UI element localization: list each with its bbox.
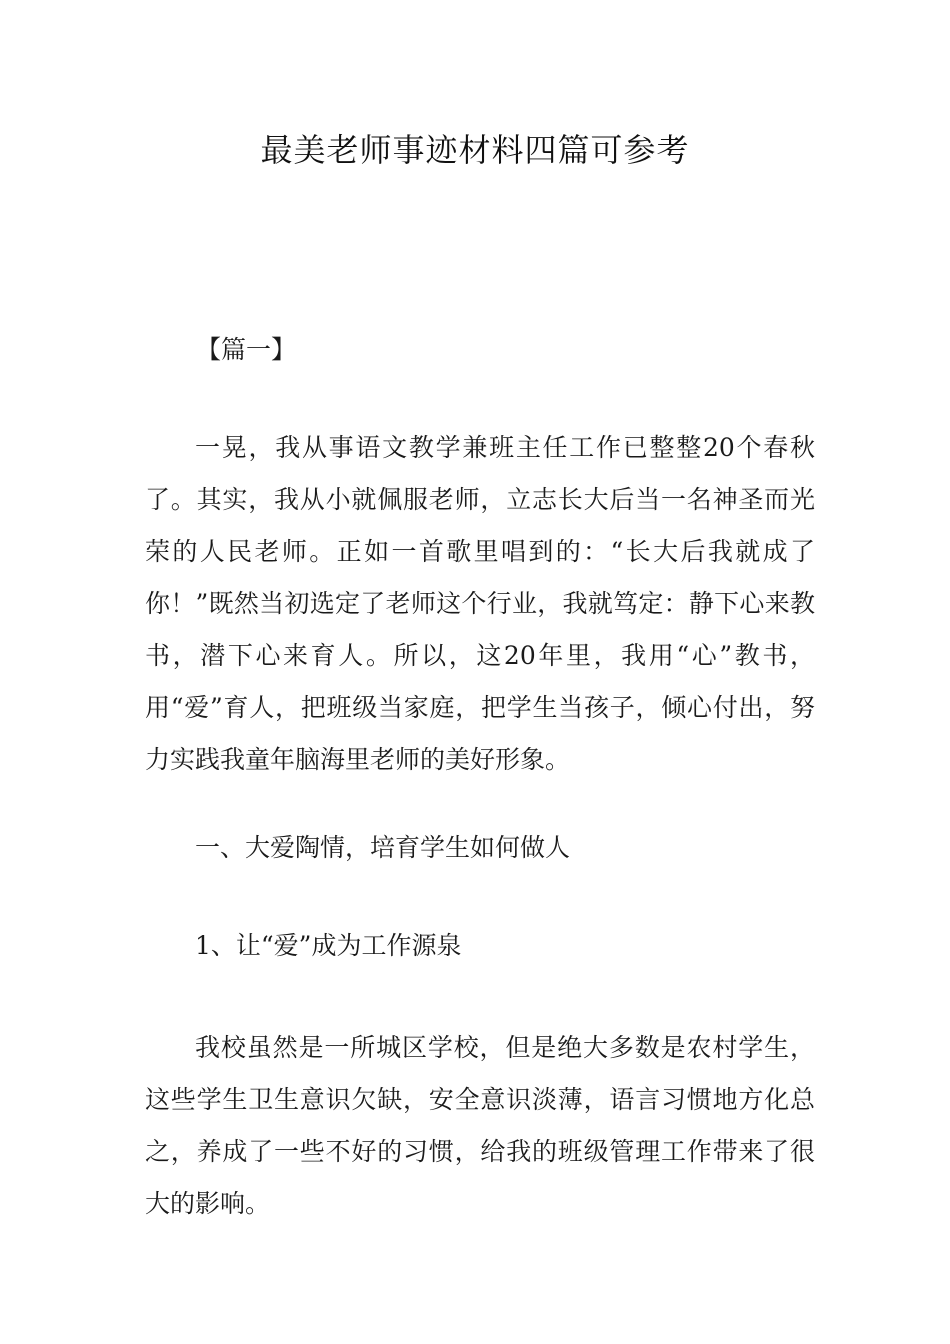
document-title: 最美老师事迹材料四篇可参考 (260, 131, 690, 169)
section-heading: 一、大爱陶情，培育学生如何做人 (195, 833, 571, 862)
paragraph-body: 我校虽然是一所城区学校，但是绝大多数是农村学生，这些学生卫生意识欠缺，安全意识淡薄，语言习惯地方化总之，养成了一些不好的习惯，给我的班级管理工作带来了很大的影响。 (145, 1033, 815, 1218)
subsection-heading: 1、让“爱”成为工作源泉 (195, 931, 462, 960)
paragraph-intro: 一晃，我从事语文教学兼班主任工作已整整20个春秋了。其实，我从小就佩服老师，立志长大后当一名神圣而光荣的人民老师。正如一首歌里唱到的：“长大后我就成了你！”既然当初选定了老师这个行业，我就笃定：静下心来教书，潜下心来育人。所以，这20年里，我用“心”教书，用“爱”育人，把班级当家庭，把学生当孩子，倾心付出，努力实践我童年脑海里老师的美好形象。 (145, 433, 815, 774)
section-label: 【篇一】 (196, 335, 297, 364)
